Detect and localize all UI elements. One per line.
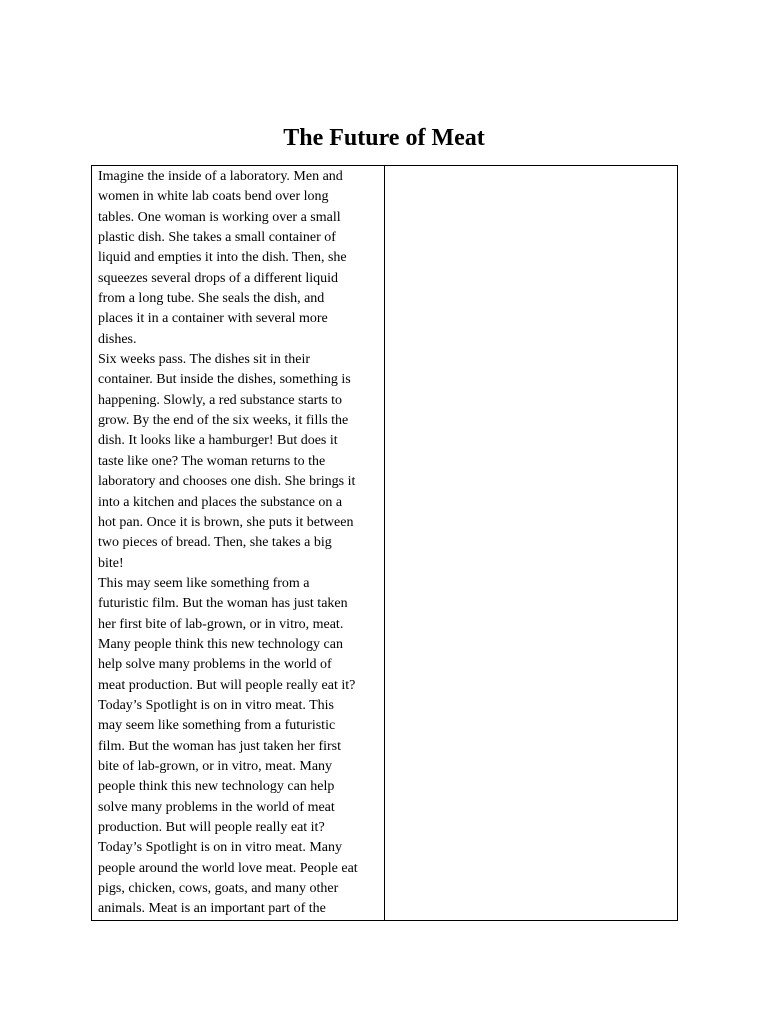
text-line: tables. One woman is working over a small [98, 209, 341, 225]
text-line: Many people think this new technology can [98, 636, 343, 652]
text-line: dishes. [98, 331, 137, 347]
text-line: grow. By the end of the six weeks, it fills the [98, 413, 349, 429]
text-line: solve many problems in the world of meat [98, 799, 335, 815]
text-line: Today’s Spotlight is on in vitro meat. Many [98, 840, 343, 856]
text-line: container. But inside the dishes, something is [98, 372, 351, 388]
text-line: may seem like something from a futuristic [98, 718, 336, 734]
text-line: production. But will people really eat it? [98, 820, 325, 835]
text-line: bite of lab-grown, or in vitro, meat. Many [98, 758, 333, 774]
text-line: into a kitchen and places the substance on a [98, 494, 343, 510]
document-title: The Future of Meat [283, 125, 485, 151]
text-line: This may seem like something from a [98, 575, 310, 591]
text-line: meat production. But will people really eat it? [98, 677, 356, 693]
text-line: Today’s Spotlight is on in vitro meat. This [98, 697, 334, 713]
text-line: Six weeks pass. The dishes sit in their [98, 352, 311, 368]
table-cell-empty [385, 166, 677, 920]
text-line: dish. It looks like a hamburger! But does it [98, 433, 338, 449]
text-line: her first bite of lab-grown, or in vitro, meat. [98, 616, 344, 632]
text-line: happening. Slowly, a red substance starts to [98, 392, 343, 408]
text-line: film. But the woman has just taken her first [98, 738, 342, 754]
text-line: animals. Meat is an important part of the [98, 901, 326, 917]
text-line: people around the world love meat. People eat [98, 860, 358, 876]
two-column-table [91, 165, 678, 921]
text-line: women in white lab coats bend over long [98, 189, 329, 205]
text-line: bite! [98, 555, 124, 571]
text-line: squeezes several drops of a different liquid [98, 270, 338, 286]
text-line: help solve many problems in the world of [98, 657, 332, 673]
text-line: liquid and empties it into the dish. Then, she [98, 250, 347, 266]
text-line: from a long tube. She seals the dish, and [98, 291, 325, 307]
text-line: two pieces of bread. Then, she takes a big [98, 535, 332, 551]
text-line: pigs, chicken, cows, goats, and many other [98, 881, 339, 897]
text-line: places it in a container with several more [98, 311, 328, 327]
text-line: people think this new technology can help [98, 779, 335, 795]
text-line: laboratory and chooses one dish. She brings it [98, 474, 356, 490]
text-line: plastic dish. She takes a small container of [98, 230, 336, 246]
table-cell-text [92, 166, 385, 920]
text-line: Imagine the inside of a laboratory. Men and [98, 169, 343, 184]
text-line: hot pan. Once it is brown, she puts it between [98, 514, 354, 530]
text-line: futuristic film. But the woman has just taken [98, 596, 348, 612]
text-line: taste like one? The woman returns to the [98, 453, 326, 469]
